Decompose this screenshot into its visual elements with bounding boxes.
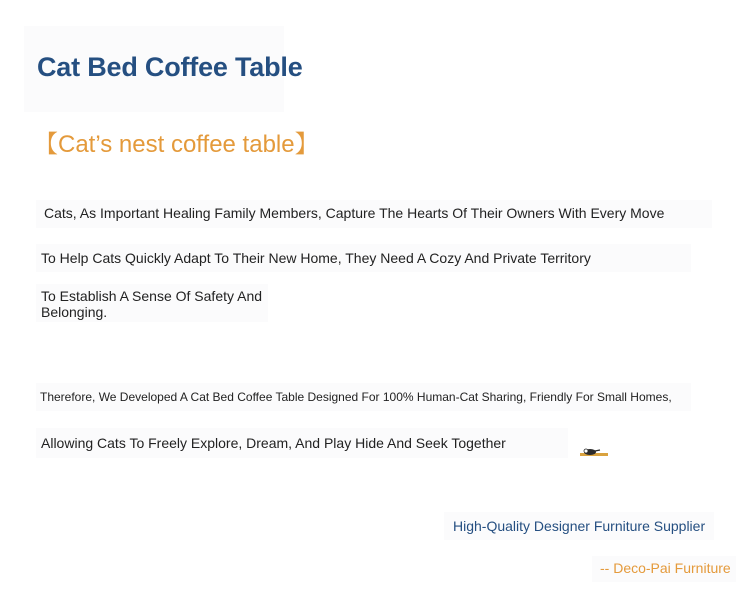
paragraph-safety: To Establish A Sense Of Safety And Belonging. — [41, 288, 263, 320]
subtitle: 【Cat’s nest coffee table】 — [34, 131, 319, 158]
cat-icon — [580, 446, 608, 458]
page-title: Cat Bed Coffee Table — [37, 52, 303, 82]
paragraph-cozy-territory: To Help Cats Quickly Adapt To Their New Home, They Need A Cozy And Private Territory — [41, 250, 591, 266]
brand-signature: -- Deco-Pai Furniture — [600, 560, 731, 576]
supplier-tagline: High-Quality Designer Furniture Supplier — [453, 518, 706, 534]
paragraph-cats-healing: Cats, As Important Healing Family Members, Capture The Hearts Of Their Owners With Every Move — [44, 205, 665, 221]
paragraph-explore: Allowing Cats To Freely Explore, Dream, And Play Hide And Seek Together — [41, 435, 506, 451]
paragraph-human-cat-sharing: Therefore, We Developed A Cat Bed Coffee Table Designed For 100% Human-Cat Sharing, Friendly For Small Homes, — [40, 390, 672, 404]
